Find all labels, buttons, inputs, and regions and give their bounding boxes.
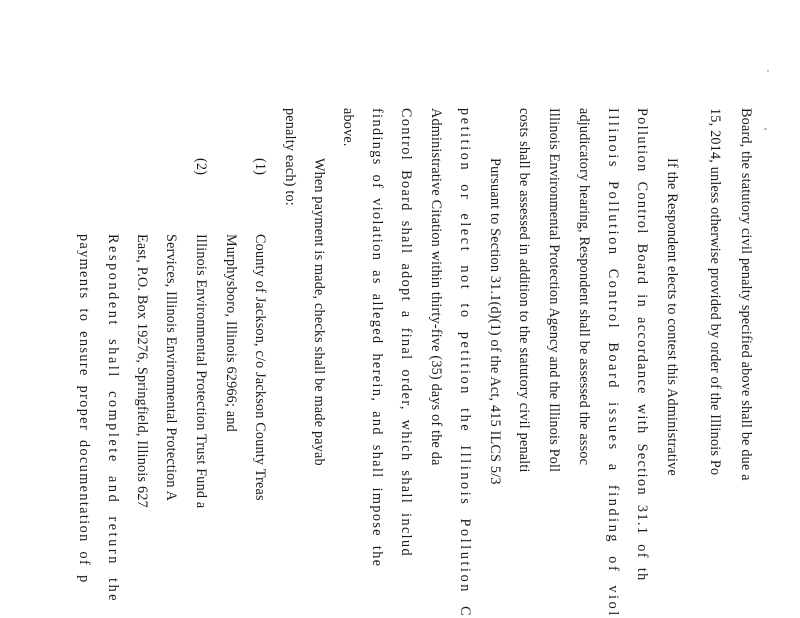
text-line: costs shall be assessed in addition to the statutory civil penalti [516, 108, 532, 473]
scan-speck [764, 128, 767, 130]
text-line: If the Respondent elects to contest this Administrative [664, 158, 680, 476]
text-line: petition or elect not to petition the Illinois Pollution C [457, 108, 473, 618]
text-line: Control Board shall adopt a final order, which shall includ [398, 108, 414, 557]
text-line: Administrative Citation within thirty-five (35) days of the da [428, 108, 444, 466]
text-line: Murphysboro, Illinois 62966; and [223, 234, 239, 432]
text-line: Respondent shall complete and return the [105, 234, 121, 604]
text-line: East, P.O. Box 19276, Springfield, Illinois 627 [134, 234, 150, 508]
text-line: Pursuant to Section 31.1(d)(1) of the Act, 415 ILCS 5/3 [487, 158, 503, 485]
text-line: payments to ensure proper documentation of p [76, 234, 92, 584]
text-line: adjudicatory hearing, Respondent shall be assessed the assoc [576, 108, 592, 466]
text-line: Services, Illinois Environmental Protection A [163, 234, 179, 502]
text-line: Board, the statutory civil penalty specified above shall be due a [738, 108, 754, 481]
text-line: penalty each) to: [282, 108, 298, 206]
list-number: (1) [252, 158, 268, 176]
rotated-text-block [60, 108, 760, 618]
text-line: 15, 2014, unless otherwise provided by order of the Illinois Po [707, 108, 723, 476]
text-line: above. [340, 108, 356, 147]
text-line: When payment is made, checks shall be made payab [311, 158, 327, 466]
text-line: Pollution Control Board in accordance with Section 31.1 of th [634, 108, 650, 582]
text-line: Illinois Pollution Control Board issues a finding of viol [605, 108, 621, 618]
list-number: (2) [193, 158, 209, 176]
text-line: findings of violation as alleged herein, and shall impose the [369, 108, 385, 568]
text-line: County of Jackson, c/o Jackson County Treas [252, 234, 268, 501]
text-line: Illinois Environmental Protection Agency and the Illinois Poll [546, 108, 562, 473]
scan-speck [767, 70, 769, 72]
text-line: Illinois Environmental Protection Trust Fund a [193, 234, 209, 509]
